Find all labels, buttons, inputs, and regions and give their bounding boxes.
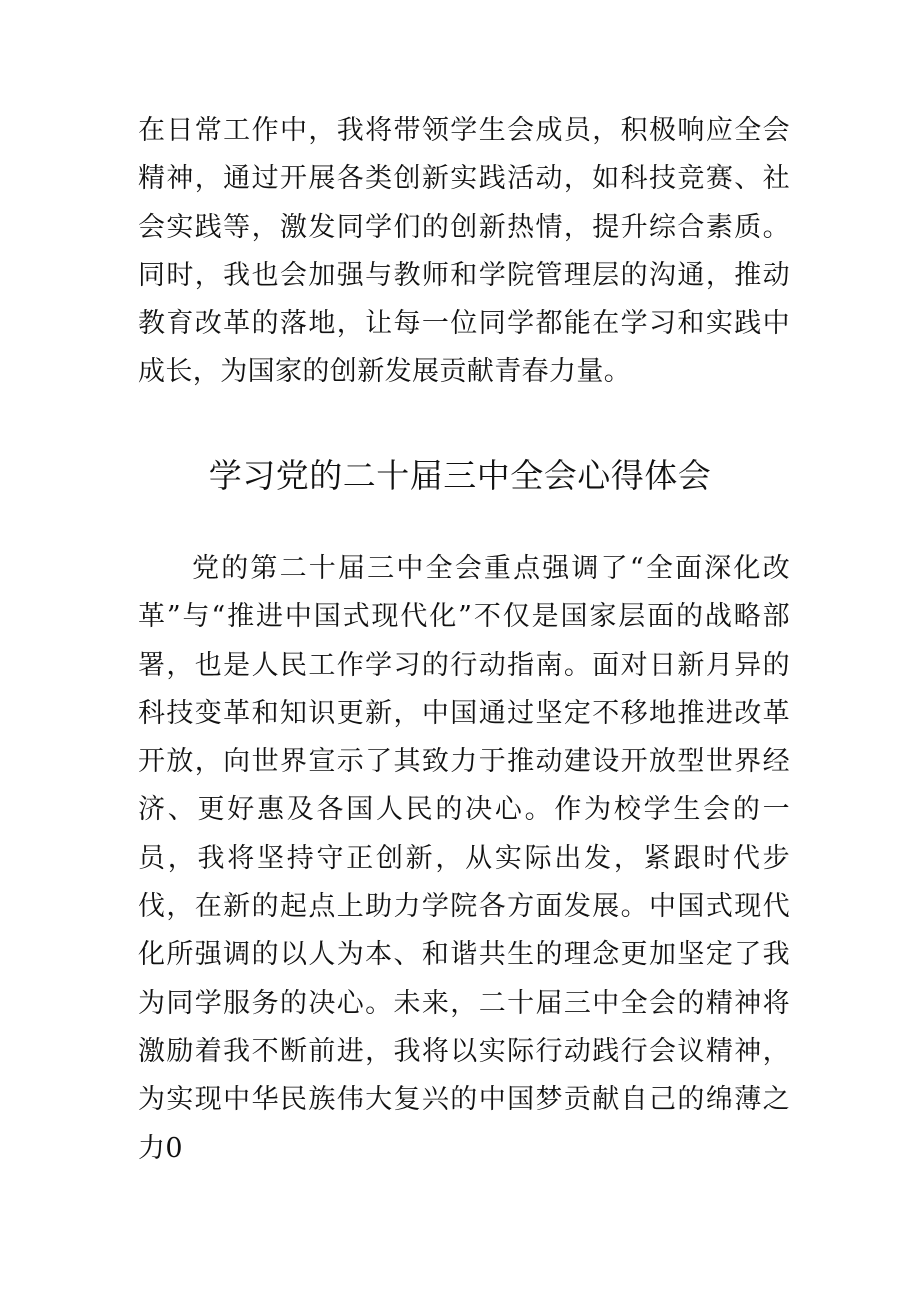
article-title: 学习党的二十届三中全会心得体会 (208, 456, 712, 495)
body-paragraph: 党的第二十届三中全会重点强调了“全面深化改革”与“推进中国式现代化”不仅是国家层面的战略部署，也是人民工作学习的行动指南。面对日新月异的科技变革和知识更新，中国通过坚定不移地推进改革开放，向世界宣示了其致力于推动建设开放型世界经济、更好惠及各国人民的决心。作为校学生会的一员，我将坚持守正创新，从实际出发，紧跟时代步伐，在新的起点上助力学院各方面发展。中国式现代化所强调的以人为本、和谐共生的理念更加坚定了我为同学服务的决心。未来，二十届三中全会的精神将激励着我不断前进，我将以实际行动践行会议精神，为实现中华民族伟大复兴的中国梦贡献自己的绵薄之力0 (138, 553, 790, 1164)
intro-paragraph: 在日常工作中，我将带领学生会成员，积极响应全会精神，通过开展各类创新实践活动，如科技竞赛、社会实践等，激发同学们的创新热情，提升综合素质。同时，我也会加强与教师和学院管理层的沟通，推动教育改革的落地，让每一位同学都能在学习和实践中成长，为国家的创新发展贡献青春力量。 (138, 115, 790, 388)
